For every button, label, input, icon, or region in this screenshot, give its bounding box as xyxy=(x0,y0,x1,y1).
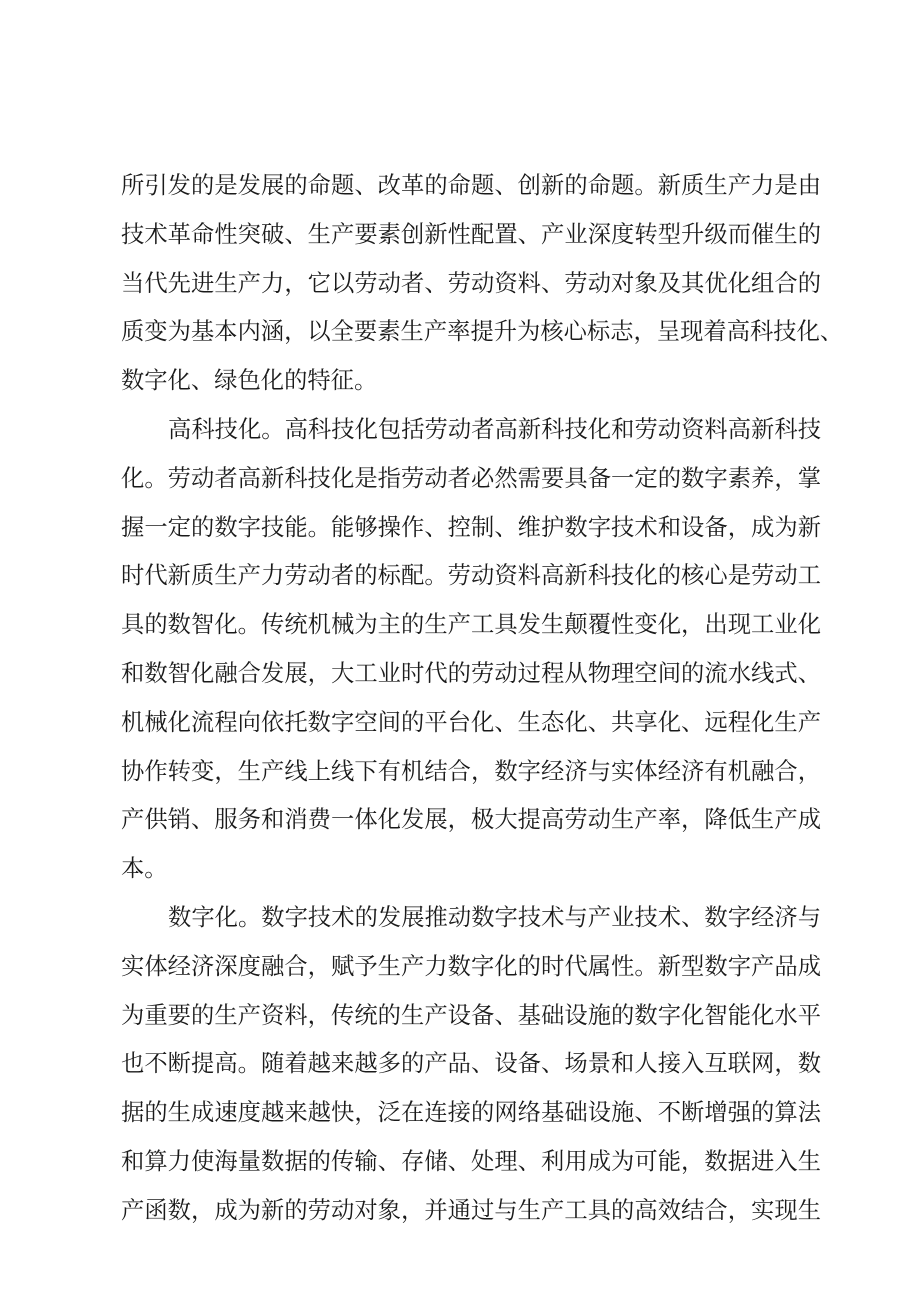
text-line: 也不断提高。随着越来越多的产品、设备、场景和人接入互联网，数 xyxy=(121,1050,821,1078)
text-line: 和算力使海量数据的传输、存储、处理、利用成为可能，数据进入生 xyxy=(121,1147,821,1175)
text-line: 高科技化。高科技化包括劳动者高新科技化和劳动资料高新科技 xyxy=(168,415,821,443)
text-line: 所引发的是发展的命题、改革的命题、创新的命题。新质生产力是由 xyxy=(121,172,821,199)
text-line: 本。 xyxy=(121,855,168,883)
text-line: 具的数智化。传统机械为主的生产工具发生颠覆性变化，出现工业化 xyxy=(121,611,821,639)
text-line: 为重要的生产资料，传统的生产设备、基础设施的数字化智能化水平 xyxy=(121,1001,821,1029)
paragraph xyxy=(121,894,821,1236)
text-line: 化。劳动者高新科技化是指劳动者必然需要具备一定的数字素养，掌 xyxy=(121,464,821,492)
text-line: 据的生成速度越来越快，泛在连接的网络基础设施、不断增强的算法 xyxy=(121,1099,821,1127)
text-line: 质变为基本内涵，以全要素生产率提升为核心标志，呈现着高科技化、 xyxy=(121,318,844,346)
document-body xyxy=(121,162,844,1236)
text-line: 实体经济深度融合，赋予生产力数字化的时代属性。新型数字产品成 xyxy=(121,952,821,980)
text-line: 握一定的数字技能。能够操作、控制、维护数字技术和设备，成为新 xyxy=(121,513,821,541)
paragraph xyxy=(121,406,821,894)
text-line: 机械化流程向依托数字空间的平台化、生态化、共享化、远程化生产 xyxy=(121,708,821,736)
text-line: 数字化、绿色化的特征。 xyxy=(121,367,378,395)
text-line: 数字化。数字技术的发展推动数字技术与产业技术、数字经济与 xyxy=(168,903,821,931)
paragraph xyxy=(121,162,844,406)
text-line: 时代新质生产力劳动者的标配。劳动资料高新科技化的核心是劳动工 xyxy=(121,562,821,590)
text-line: 和数智化融合发展，大工业时代的劳动过程从物理空间的流水线式、 xyxy=(121,659,821,687)
text-line: 产函数，成为新的劳动对象，并通过与生产工具的高效结合，实现生 xyxy=(121,1196,821,1224)
text-line: 产供销、服务和消费一体化发展，极大提高劳动生产率，降低生产成 xyxy=(121,806,821,834)
text-line: 协作转变，生产线上线下有机结合，数字经济与实体经济有机融合， xyxy=(121,757,821,785)
text-line: 技术革命性突破、生产要素创新性配置、产业深度转型升级而催生的 xyxy=(121,220,821,248)
text-line: 当代先进生产力，它以劳动者、劳动资料、劳动对象及其优化组合的 xyxy=(121,269,821,297)
